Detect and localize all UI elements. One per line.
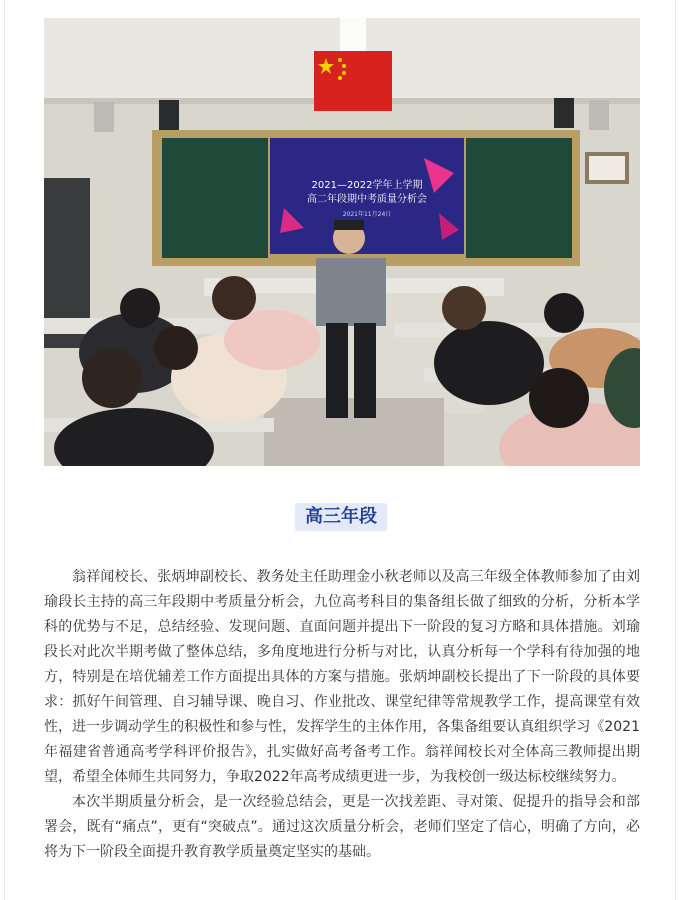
slide-title-line2: 高二年段期中考质量分析会 xyxy=(307,194,427,205)
article-body xyxy=(44,565,640,865)
paragraph-2: 本次半期质量分析会，是一次经验总结会，更是一次找差距、寻对策、促提升的指导会和部署会，既有“痛点”，更有“突破点”。通过这次质量分析会，老师们坚定了信心，明确了方向，必将为下一阶段全面提升教育教学质量奠定坚实的基础。 xyxy=(44,794,640,860)
slide-title-line1: 2021—2022学年上学期 xyxy=(311,180,423,191)
meeting-photo xyxy=(44,18,640,466)
paragraph-1: 翁祥闻校长、张炳坤副校长、教务处主任助理金小秋老师以及高三年级全体教师参加了由刘瑜段长主持的高三年段期中考质量分析会，九位高考科目的集备组长做了细致的分析，分析本学科的优势与不足，总结经验、发现问题、直面问题并提出下一阶段的复习方略和具体措施。刘瑜段长对此次半期考做了整体总结，多角度地进行分析与对比，认真分析每一个学科有待加强的地方，特别是在培优辅差工作方面提出具体的方案与措施。张炳坤副校长提出了下一阶段的具体要求：抓好午间管理、自习辅导课、晚自习、作业批改、课堂纪律等常规教学工作，提高课堂有效性，进一步调动学生的积极性和参与性，发挥学生的主体作用，各集备组要认真组织学习《2021年福建省普通高考学科评价报告》，扎实做好高考备考工作。翁祥闻校长对全体高三教师提出期望，希望全体师生共同努力，争取2022年高考成绩更进一步，为我校创一级达标校继续努力。 xyxy=(44,569,640,785)
slide-date: 2021年11月24日 xyxy=(342,211,392,218)
section-title: 高三年段 xyxy=(295,503,387,531)
section-heading xyxy=(0,503,682,531)
